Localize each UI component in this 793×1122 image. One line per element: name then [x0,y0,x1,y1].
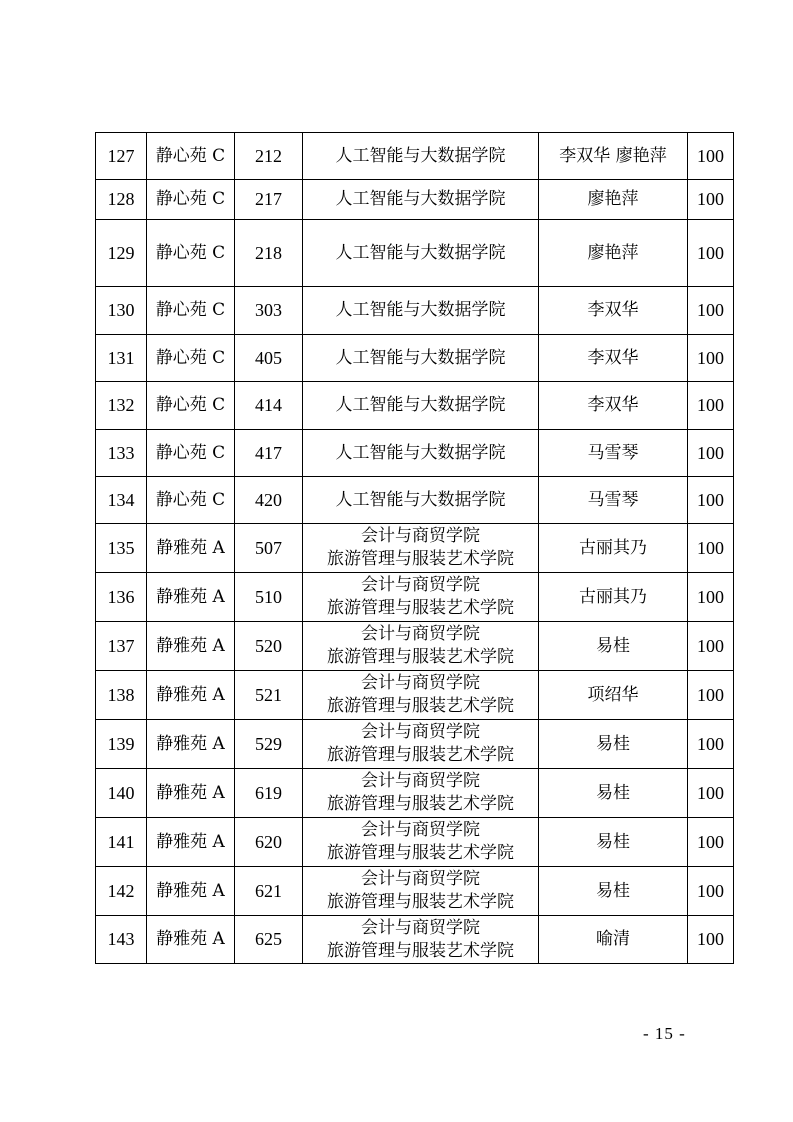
cell-room: 529 [235,720,303,769]
college-name: 会计与商贸学院 [361,820,480,840]
table-row [96,382,734,430]
table-row [96,524,734,573]
cell-room: 414 [235,382,303,430]
cell-room: 521 [235,671,303,720]
college-name: 会计与商贸学院 [361,869,480,889]
cell-score: 100 [688,180,734,220]
table-row [96,477,734,524]
cell-score: 100 [688,220,734,287]
cell-number: 138 [96,671,147,720]
college-name: 人工智能与大数据学院 [335,489,506,510]
table-body [96,133,734,964]
cell-person: 古丽其乃 [539,524,688,573]
table-row [96,769,734,818]
cell-college [303,220,539,287]
cell-person: 马雪琴 [539,430,688,477]
college-name: 旅游管理与服装艺术学院 [327,745,514,765]
cell-score: 100 [688,524,734,573]
cell-college [303,133,539,180]
college-name: 会计与商贸学院 [361,917,480,938]
cell-building: 静雅苑 A [147,671,235,720]
college-name: 人工智能与大数据学院 [335,189,506,209]
cell-number: 132 [96,382,147,430]
college-name: 会计与商贸学院 [361,673,480,693]
table-row [96,818,734,867]
cell-score: 100 [688,818,734,867]
cell-building: 静雅苑 A [147,720,235,769]
cell-score: 100 [688,430,734,477]
cell-building: 静心苑 C [147,477,235,524]
cell-person: 古丽其乃 [539,573,688,622]
cell-number: 140 [96,769,147,818]
cell-room: 621 [235,867,303,916]
college-name: 会计与商贸学院 [361,771,480,791]
table-row [96,430,734,477]
cell-room: 507 [235,524,303,573]
table-row [96,916,734,964]
cell-number: 137 [96,622,147,671]
cell-building: 静心苑 C [147,287,235,335]
cell-number: 143 [96,916,147,964]
cell-room: 218 [235,220,303,287]
cell-building: 静心苑 C [147,133,235,180]
cell-building: 静心苑 C [147,382,235,430]
college-name: 旅游管理与服装艺术学院 [327,940,514,961]
cell-room: 620 [235,818,303,867]
college-name: 旅游管理与服装艺术学院 [327,794,514,814]
cell-room: 303 [235,287,303,335]
table-row [96,220,734,287]
cell-number: 136 [96,573,147,622]
college-name: 人工智能与大数据学院 [335,347,506,368]
cell-person: 李双华 [539,287,688,335]
cell-score: 100 [688,720,734,769]
cell-score: 100 [688,335,734,382]
cell-building: 静心苑 C [147,180,235,220]
cell-college [303,769,539,818]
cell-college [303,867,539,916]
dormitory-score-table [95,132,734,964]
cell-person: 马雪琴 [539,477,688,524]
cell-college [303,430,539,477]
table-row [96,335,734,382]
cell-person: 易桂 [539,867,688,916]
cell-building: 静心苑 C [147,430,235,477]
cell-room: 520 [235,622,303,671]
cell-college [303,524,539,573]
cell-room: 417 [235,430,303,477]
cell-score: 100 [688,622,734,671]
college-name: 人工智能与大数据学院 [335,442,506,463]
cell-college [303,916,539,964]
table-row [96,573,734,622]
cell-room: 625 [235,916,303,964]
cell-college [303,335,539,382]
cell-person: 易桂 [539,818,688,867]
cell-college [303,573,539,622]
cell-score: 100 [688,133,734,180]
college-name: 人工智能与大数据学院 [335,145,506,166]
college-name: 旅游管理与服装艺术学院 [327,598,514,618]
cell-room: 420 [235,477,303,524]
cell-building: 静雅苑 A [147,818,235,867]
college-name: 人工智能与大数据学院 [335,242,506,263]
college-name: 会计与商贸学院 [361,526,480,546]
cell-building: 静心苑 C [147,220,235,287]
cell-number: 134 [96,477,147,524]
cell-room: 619 [235,769,303,818]
cell-score: 100 [688,573,734,622]
cell-building: 静雅苑 A [147,769,235,818]
cell-college [303,622,539,671]
cell-score: 100 [688,769,734,818]
cell-person: 廖艳萍 [539,180,688,220]
cell-room: 212 [235,133,303,180]
cell-building: 静雅苑 A [147,622,235,671]
cell-number: 133 [96,430,147,477]
college-name: 旅游管理与服装艺术学院 [327,892,514,912]
table-row [96,622,734,671]
cell-number: 141 [96,818,147,867]
cell-person: 廖艳萍 [539,220,688,287]
college-name: 旅游管理与服装艺术学院 [327,549,514,569]
table-row [96,287,734,335]
cell-college [303,477,539,524]
table-row [96,180,734,220]
cell-person: 李双华 [539,382,688,430]
cell-person: 李双华 [539,335,688,382]
table-row [96,867,734,916]
cell-number: 129 [96,220,147,287]
cell-building: 静雅苑 A [147,916,235,964]
cell-number: 128 [96,180,147,220]
cell-person: 项绍华 [539,671,688,720]
cell-number: 130 [96,287,147,335]
cell-building: 静雅苑 A [147,524,235,573]
cell-building: 静雅苑 A [147,573,235,622]
cell-college [303,720,539,769]
page-number: - 15 - [643,1024,686,1043]
table-row [96,720,734,769]
table-row [96,133,734,180]
cell-college [303,671,539,720]
cell-score: 100 [688,287,734,335]
cell-room: 510 [235,573,303,622]
cell-score: 100 [688,671,734,720]
cell-room: 405 [235,335,303,382]
cell-person: 易桂 [539,769,688,818]
cell-person: 李双华 廖艳萍 [539,133,688,180]
table-row [96,671,734,720]
cell-college [303,818,539,867]
cell-score: 100 [688,382,734,430]
cell-number: 131 [96,335,147,382]
cell-number: 142 [96,867,147,916]
cell-college [303,180,539,220]
cell-score: 100 [688,867,734,916]
college-name: 会计与商贸学院 [361,624,480,644]
college-name: 旅游管理与服装艺术学院 [327,843,514,863]
cell-person: 喻清 [539,916,688,964]
college-name: 旅游管理与服装艺术学院 [327,647,514,667]
cell-college [303,382,539,430]
cell-college [303,287,539,335]
college-name: 人工智能与大数据学院 [335,395,506,415]
college-name: 会计与商贸学院 [361,575,480,595]
cell-room: 217 [235,180,303,220]
college-name: 人工智能与大数据学院 [335,300,506,320]
college-name: 旅游管理与服装艺术学院 [327,696,514,716]
cell-score: 100 [688,916,734,964]
cell-score: 100 [688,477,734,524]
cell-building: 静雅苑 A [147,867,235,916]
cell-number: 139 [96,720,147,769]
cell-person: 易桂 [539,622,688,671]
cell-number: 135 [96,524,147,573]
college-name: 会计与商贸学院 [361,722,480,742]
cell-number: 127 [96,133,147,180]
cell-building: 静心苑 C [147,335,235,382]
cell-person: 易桂 [539,720,688,769]
